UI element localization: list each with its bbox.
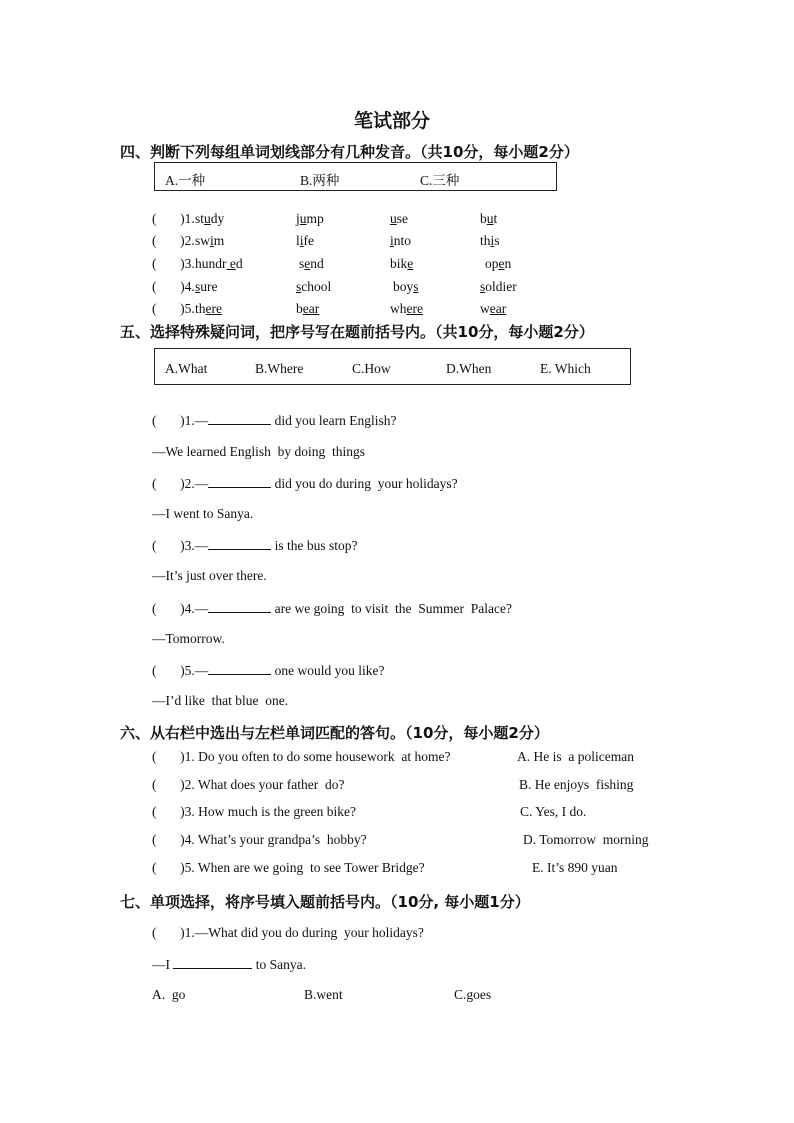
item-number: ( )1. — [152, 211, 195, 226]
word: but — [480, 211, 498, 226]
match-right-a: A. He is a policeman — [517, 749, 634, 764]
word: life — [296, 233, 315, 248]
word: school — [296, 279, 332, 294]
choice-a: A. go — [152, 987, 186, 1002]
underlined-sound: u — [486, 211, 494, 226]
underlined-sound: e — [304, 256, 311, 271]
word: bear — [296, 301, 320, 316]
option-a: A.一种 — [165, 173, 206, 188]
underlined-sound: ear — [302, 301, 320, 316]
option-c: C.三种 — [420, 173, 460, 188]
underlined-sound: ere — [406, 301, 423, 316]
section-4-heading: 四、判断下列每组单词划线部分有几种发音。（共10分，每小题2分） — [120, 143, 579, 161]
question-line: ( )4.— are we going to visit the Summer Palace? — [152, 601, 512, 616]
section-5-heading: 五、选择特殊疑问词，把序号写在题前括号内。（共10分，每小题2分） — [120, 323, 594, 341]
word: soldier — [480, 279, 517, 294]
underlined-sound: i — [490, 233, 495, 248]
answer-prefix: —I — [152, 957, 174, 972]
answer-line: —I’d like that blue one. — [152, 693, 289, 708]
underlined-sound: ear — [489, 301, 507, 316]
word: where — [390, 301, 423, 316]
word: this — [480, 233, 500, 248]
match-left-5: ( )5. When are we going to see Tower Bridge? — [152, 860, 425, 875]
underlined-sound: u — [204, 211, 211, 226]
underlined-sound: i — [210, 233, 214, 248]
choice-c: C.goes — [454, 987, 492, 1002]
word: study — [195, 211, 225, 226]
fill-blank[interactable] — [208, 412, 271, 425]
choice-b: B.went — [304, 987, 343, 1002]
fill-blank[interactable] — [208, 662, 271, 675]
question-line: ( )5.— one would you like? — [152, 663, 385, 678]
fill-blank[interactable] — [208, 600, 271, 613]
section-4-options-box — [154, 162, 557, 191]
section-7-heading: 七、单项选择，将序号填入题前括号内。（10分, 每小题1分） — [120, 893, 530, 911]
word: open — [485, 256, 512, 271]
question-7-1: ( )1.—What did you do during your holidays? — [152, 925, 424, 940]
underlined-sound: e — [498, 256, 505, 271]
answer-line: —I went to Sanya. — [152, 506, 254, 521]
underlined-sound: i — [390, 233, 394, 248]
word: jump — [296, 211, 324, 226]
word: use — [390, 211, 408, 226]
match-left-4: ( )4. What’s your grandpa’s hobby? — [152, 832, 367, 847]
page-title: 笔试部分 — [354, 111, 431, 132]
underlined-sound: e — [407, 256, 414, 271]
underlined-sound: u — [299, 211, 307, 226]
option-which: E. Which — [540, 361, 591, 376]
item-number: ( )2. — [152, 233, 195, 248]
fill-blank[interactable] — [208, 537, 271, 550]
answer-blank[interactable] — [173, 956, 252, 969]
word: wear — [480, 301, 507, 316]
option-how: C.How — [352, 361, 391, 376]
match-right-e: E. It’s 890 yuan — [532, 860, 618, 875]
word: sure — [195, 279, 218, 294]
answer-line: —We learned English by doing things — [152, 444, 366, 459]
section-6-heading: 六、从右栏中选出与左栏单词匹配的答句。（10分，每小题2分） — [120, 724, 549, 742]
word: into — [390, 233, 412, 248]
word: boys — [393, 279, 419, 294]
match-left-2: ( )2. What does your father do? — [152, 777, 345, 792]
word: send — [299, 256, 324, 271]
match-right-b: B. He enjoys fishing — [519, 777, 634, 792]
answer-line: —Tomorrow. — [152, 631, 225, 646]
word: hundr ed — [195, 256, 243, 271]
underlined-sound: e — [226, 256, 236, 271]
word: swim — [195, 233, 225, 248]
word: there — [195, 301, 222, 316]
answer-line: —It’s just over there. — [152, 568, 267, 583]
item-number: ( )5. — [152, 301, 195, 316]
underlined-sound: s — [480, 279, 486, 294]
option-when: D.When — [446, 361, 492, 376]
underlined-sound: s — [195, 279, 201, 294]
question-line: ( )3.— is the bus stop? — [152, 538, 358, 553]
match-left-1: ( )1. Do you often to do some housework at home? — [152, 749, 451, 764]
fill-blank[interactable] — [208, 475, 271, 488]
underlined-sound: u — [390, 211, 397, 226]
question-line: ( )1.— did you learn English? — [152, 413, 397, 428]
question-line: ( )2.— did you do during your holidays? — [152, 476, 458, 491]
underlined-sound: i — [299, 233, 304, 248]
word: bike — [390, 256, 414, 271]
underlined-sound: ere — [205, 301, 222, 316]
answer-suffix: to Sanya. — [252, 957, 306, 972]
answer-line-7-1 — [152, 956, 306, 973]
option-what: A.What — [165, 361, 208, 376]
option-where: B.Where — [255, 361, 304, 376]
item-number: ( )4. — [152, 279, 195, 294]
underlined-sound: s — [296, 279, 302, 294]
option-b: B.两种 — [300, 173, 340, 188]
match-left-3: ( )3. How much is the green bike? — [152, 804, 356, 819]
underlined-sound: s — [413, 279, 419, 294]
item-number: ( )3. — [152, 256, 195, 271]
match-right-d: D. Tomorrow morning — [523, 832, 649, 847]
match-right-c: C. Yes, I do. — [520, 804, 587, 819]
